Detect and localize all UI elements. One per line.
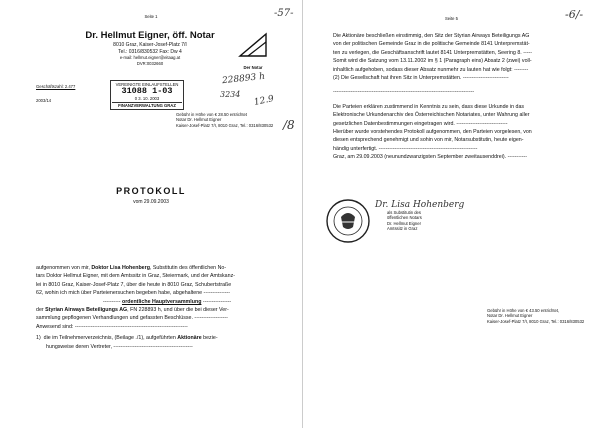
separator-dashes: -------------------------------------------------------------------------------- [333,89,475,96]
letterhead [60,30,240,66]
page-number: Seite 5 [444,16,459,21]
fee-note-line: Gebühr in Höhe von € 28.50 entrichtet [176,112,248,117]
meeting-line: ---------- ordentliche Hauptversammlung ---------------- [102,298,232,305]
stamp-authority: FINANZVERWALTUNG GRAZ [112,102,182,108]
document-date: vom 29.09.2003 [133,199,169,205]
handwritten-fn: 228893 h [221,71,266,87]
fee-note [487,308,599,324]
list-item: 1) die im Teilnehmerverzeichnis, (Beilage ./1), aufgeführten Aktionäre bezie- [36,335,218,342]
sign-line: öffentlichen Notars [387,215,422,221]
notary-address: 8010 Graz, Kaiser-Josef-Platz 7/I [113,42,187,48]
page-number: Seite 1 [144,14,158,19]
notary-email: e-mail: hellmut.eigner@eitaag.at [119,55,181,61]
file-label: Geschäftszahl: 2.477 [36,84,76,89]
body-line: Anwesend sind: ---------------------------------------------------------------- [36,323,188,330]
file-number [36,84,75,104]
fee-note-line: Kaiser-Josef-Platz 7/I, 8010 Graz, Tel.: 0316/830532 [487,318,585,324]
fee-note-line: Notar Dr. Hellmut Eigner [176,117,222,123]
stamp-date: 0 3. 10. 2003 [134,96,160,102]
file-year: 2003/14 [36,98,52,104]
body-line: der Styrian Airways Beteiligungs AG, FN 228893 h, und über die bei dieser Ver- [36,307,229,314]
notary-dvr: DVR:0032660 [136,60,164,66]
handwritten-mark: 12.9 [253,94,275,108]
body-line: (2) Die Gesellschaft hat ihren Sitz in Unterpremstätten. -------------------------- [333,75,509,82]
handwritten-number: 3234 [220,90,241,99]
body-line: aufgenommen von mir, Doktor Lisa Hohenberg, Substitutin des öffentlichen No- [36,265,227,271]
body-line: Elektronische Urkundenarchiv des Österreichischen Notariates, unter Wahrung aller [333,112,530,119]
body-line: gesetzlichen Datenbestimmungen eingetragen wird. ----------------------------- [333,120,508,127]
body-line: Graz, am 29.09.2003 (neunundzwanzigsten September zweitausenddrei). ----------- [333,154,528,161]
logo-caption: Der Notar [243,65,263,70]
document-page-right [303,0,600,428]
fee-note-line: Gebühr in Höhe von € 43.50 entrichtet, [487,308,560,313]
body-line: Somit wird die Satzung vom 13.11.2002 im § 1 (Paragraph eins) Absatz 2 (zwei) voll- [333,58,532,65]
notary-seal-icon [325,198,371,244]
sign-line: als Substitutin des [387,210,421,215]
body-line: 62, wohin ich mich über Parteienersuchen begeben habe, abgehaltene --------------- [36,290,231,297]
body-line: inhaltlich aufgehoben, sodass dieser Absatz nunmehr zu lauten hat wie folgt: -------- [333,66,529,73]
body-line: sammlung gepflogenen Verhandlungen und gefassten Beschlüsse. ------------------- [36,315,228,322]
notary-name: Dr. Hellmut Eigner, öff. Notar [85,30,215,41]
body-line: diesen entsprechend genehmigt und sohin von mir, Notarsubstitutin, heute eigen- [333,137,524,144]
body-text [36,264,298,351]
fee-note [176,112,286,128]
fee-note-line: Notar Dr. Hellmut Eigner [487,313,533,319]
signature-block [375,200,485,232]
fee-note-line: Kaiser-Josef-Platz 7/I, 8010 Graz, Tel.: 0316/830532 [176,122,274,128]
stamp-office: VEREINIGTE EINLAUFSTELLEN [115,82,179,87]
body-line: tars Doktor Hellmut Eigner, mit dem Amtssitz in Graz, Steiermark, und der Amtskanz- [36,273,235,280]
body-text [333,32,595,162]
sign-line: Amtssitz in Graz [387,226,418,232]
body-line: ten zu verlegen, die Geschäftsanschrift lautet 8141 Unterpremstätten, Seering 8. ----- [333,49,533,56]
body-line: händig unterfertigt. -------------------------------------------------------- [333,145,478,152]
body-line: lei in 8010 Graz, Kaiser-Josef-Platz 7, über die heute in 8010 Graz, Schubertstraße [36,281,232,288]
sign-line: Dr. Hellmut Eigner [387,220,421,226]
notary-phone: Tel.: 0316/830532 Fax: Dw 4 [118,48,182,55]
body-line: Hierüber wurde vorstehendes Protokoll aufgenommen, den Parteien vorgelesen, von [333,129,532,136]
body-line: von der politischen Gemeinde Graz in die politische Gemeinde 8141 Unterpremstät- [333,41,530,48]
handwritten-folio: -57- [274,8,294,19]
document-title: PROTOKOLL [116,186,186,196]
body-line: Die Parteien erklären zustimmend in Kenntnis zu sein, dass diese Urkunde in das [333,103,525,110]
signature: Dr. Lisa Hohenberg [375,200,465,210]
handwritten-folio: -6/- [565,8,584,21]
stamp-number: 31088 1-03 [121,86,173,97]
handwritten-slash: /8 [283,118,295,132]
body-line: Die Aktionäre beschließen einstimmig, den Sitz der Styrian Airways Beteiligungs AG [333,33,530,39]
receipt-stamp [110,80,184,110]
notary-logo-icon [236,30,270,70]
list-item-cont: hungsweise deren Vertreter, --------------------------------------------- [46,343,193,350]
